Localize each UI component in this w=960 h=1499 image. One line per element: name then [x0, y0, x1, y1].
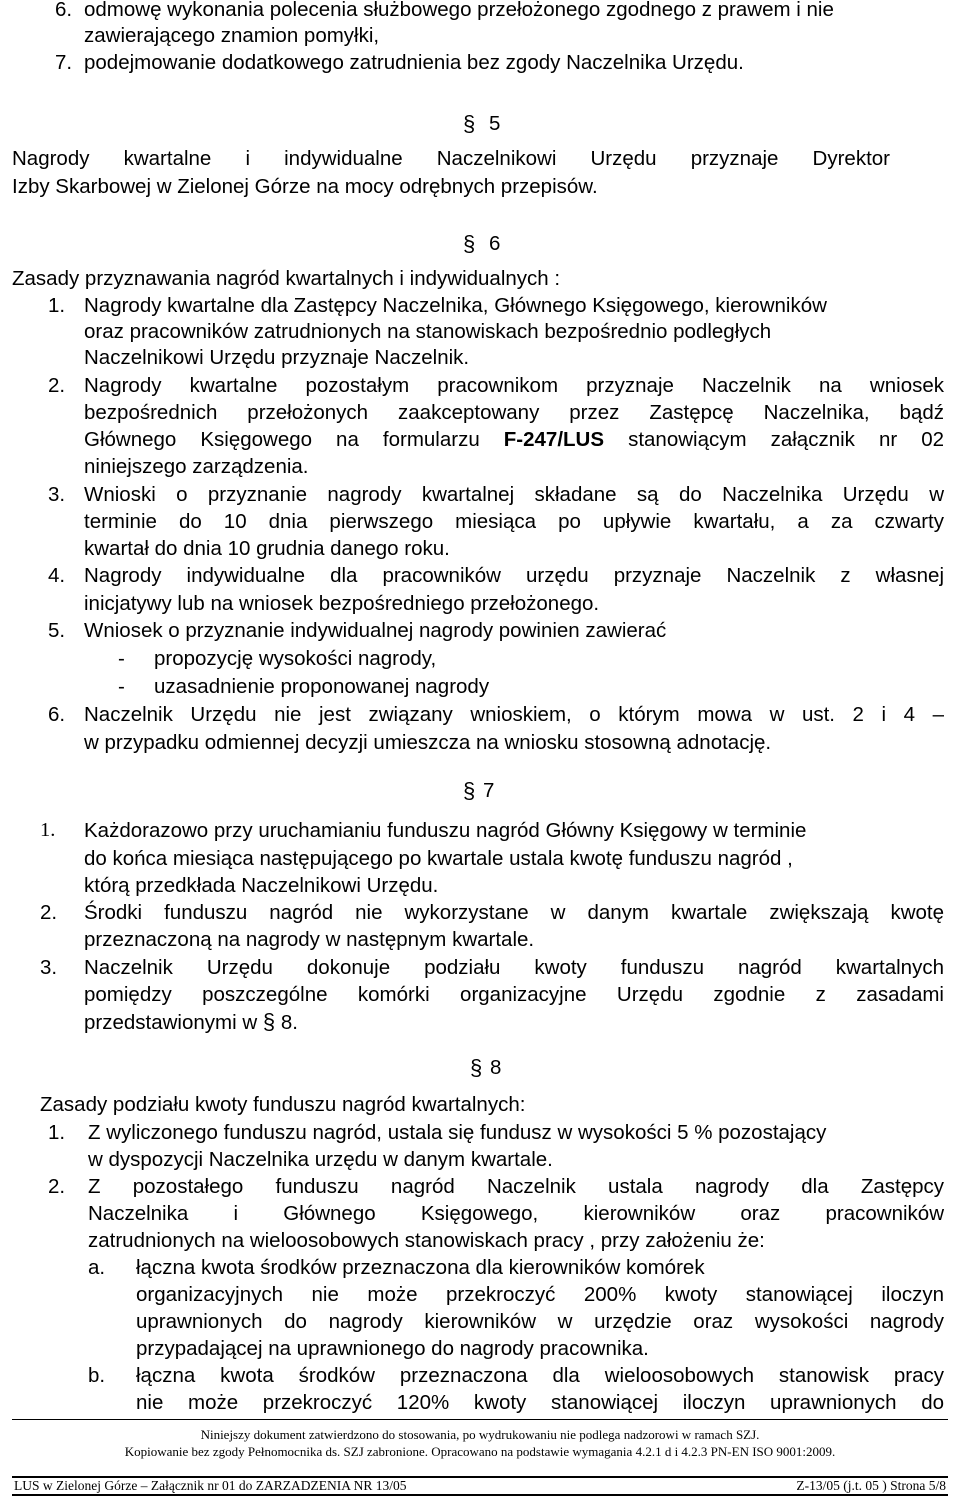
list-item-text: odmowę wykonania polecenia służbowego przełożonego zgodnego z prawem i nie	[84, 0, 834, 21]
list-number: 2.	[48, 374, 66, 397]
section-number: 8	[490, 1056, 502, 1079]
list-item-text: przeznaczoną na nagrody w następnym kwartale.	[84, 928, 535, 951]
list-number: 4.	[48, 564, 66, 587]
sublist-text: łączna kwota środków przeznaczona dla kierowników komórek	[136, 1256, 705, 1279]
sublist-letter: a.	[88, 1256, 106, 1279]
list-item-text: w dyspozycji Naczelnika urzędu w danym kwartale.	[88, 1148, 553, 1171]
list-item-text: inicjatywy lub na wniosek bezpośredniego przełożonego.	[84, 592, 600, 615]
list-item-text: kwartał do dnia 10 grudnia danego roku.	[84, 537, 450, 560]
sublist-text: nie może przekroczyć 120% kwoty stanowiącej iloczyn uprawnionych do	[136, 1391, 944, 1414]
list-number: 2.	[48, 1175, 66, 1198]
list-item-text	[84, 1008, 298, 1036]
list-number: 1.	[48, 1121, 66, 1144]
list-item-text: pomiędzy poszczególne komórki organizacyjne Urzędu zgodnie z zasadami	[84, 983, 944, 1006]
list-item-text: Każdorazowo przy uruchamianiu funduszu nagród Główny Księgowy w terminie	[84, 819, 807, 842]
list-item-text: Wniosek o przyznanie indywidualnej nagrody powinien zawierać	[84, 619, 667, 642]
text-run: stanowiącym załącznik nr 02	[628, 428, 945, 451]
list-number: 1.	[40, 819, 56, 841]
section-intro: Zasady podziału kwoty funduszu nagród kwartalnych:	[40, 1093, 526, 1116]
section-symbol: §	[262, 1009, 276, 1034]
list-item-text: bezpośrednich przełożonych zaakceptowany przez Zastępcę Naczelnika, bądź	[84, 401, 944, 424]
section-number: 6	[489, 232, 501, 255]
list-number: 3.	[48, 483, 66, 506]
paragraph-line: Nagrody kwartalne i indywidualne Naczelnikowi Urzędu przyznaje Dyrektor	[12, 147, 890, 170]
list-number: 6.	[55, 0, 73, 21]
list-item-text: Naczelnik Urzędu nie jest związany wnioskiem, o którym mowa w ust. 2 i 4 –	[84, 703, 944, 726]
list-item-text: podejmowanie dodatkowego zatrudnienia bez zgody Naczelnika Urzędu.	[84, 51, 744, 74]
dash-marker: -	[118, 675, 125, 698]
list-item-text: Naczelnik Urzędu dokonuje podziału kwoty funduszu nagród kwartalnych	[84, 956, 944, 979]
section-intro: Zasady przyznawania nagród kwartalnych i indywidualnych :	[12, 267, 561, 290]
footer-note: Niniejszy dokument zatwierdzono do stosowania, po wydrukowaniu nie podlega nadzorowi w ramach SZJ.	[200, 1427, 760, 1442]
list-item-text: Środki funduszu nagród nie wykorzystane w danym kwartale zwiększają kwotę	[84, 901, 944, 924]
dash-item-text: propozycję wysokości nagrody,	[154, 647, 437, 670]
list-item-text: zatrudnionych na wieloosobowych stanowiskach pracy , przy założeniu że:	[88, 1229, 765, 1252]
section-number: 5	[489, 112, 501, 135]
list-item-text: Nagrody indywidualne dla pracowników urzędu przyznaje Naczelnik z własnej	[84, 564, 944, 587]
list-item-text: Naczelnika i Głównego Księgowego, kierowników oraz pracowników	[88, 1202, 944, 1225]
sublist-text: łączna kwota środków przeznaczona dla wieloosobowych stanowisk pracy	[136, 1364, 944, 1387]
list-item-text: którą przedkłada Naczelnikowi Urzędu.	[84, 874, 439, 897]
sublist-text: uprawnionych do nagrody kierowników w urzędzie oraz wysokości nagrody	[136, 1310, 944, 1333]
form-code: F-247/LUS	[503, 428, 605, 451]
list-number: 7.	[55, 51, 73, 74]
list-number: 1.	[48, 294, 66, 317]
list-item-text	[84, 426, 944, 453]
dash-item-text: uzasadnienie proponowanej nagrody	[154, 675, 490, 698]
text-run: 8.	[280, 1011, 298, 1034]
list-item-text: Nagrody kwartalne dla Zastępcy Naczelnika, Głównego Księgowego, kierowników	[84, 294, 827, 317]
list-number: 2.	[40, 901, 58, 924]
list-item-text: Nagrody kwartalne pozostałym pracownikom przyznaje Naczelnik na wniosek	[84, 374, 944, 397]
section-symbol: §	[463, 231, 476, 256]
footer-note: Kopiowanie bez zgody Pełnomocnika ds. SZJ zabronione. Opracowano na podstawie wymagania 4.2.1 d i 4.2.3 PN-EN ISO 9001:2009.	[124, 1444, 836, 1459]
list-item-text: Naczelnikowi Urzędu przyznaje Naczelnik.	[84, 346, 470, 369]
list-number: 3.	[40, 956, 58, 979]
list-item-text: do końca miesiąca następującego po kwartale ustala kwotę funduszu nagród ,	[84, 847, 793, 870]
list-item-text: oraz pracowników zatrudnionych na stanowiskach bezpośrednio podległych	[84, 320, 772, 343]
section-symbol: §	[470, 1055, 483, 1080]
list-item-text: Wnioski o przyznanie nagrody kwartalnej składane są do Naczelnika Urzędu w	[84, 483, 944, 506]
section-number: 7	[483, 779, 495, 802]
section-symbol: §	[463, 111, 476, 136]
sublist-letter: b.	[88, 1364, 106, 1387]
sublist-text: przypadającej na uprawnionego do nagrody pracownika.	[136, 1337, 649, 1360]
section-symbol: §	[463, 778, 476, 803]
list-item-text: Z wyliczonego funduszu nagród, ustala się fundusz w wysokości 5 % pozostający	[88, 1121, 827, 1144]
text-run: przedstawionymi w	[84, 1011, 258, 1034]
list-item-text: terminie do 10 dnia pierwszego miesiąca po upływie kwartału, a za czwarty	[84, 510, 944, 533]
footer-rule	[12, 1419, 948, 1420]
list-item-text: niniejszego zarządzenia.	[84, 455, 309, 478]
footer-document-ref: LUS w Zielonej Górze – Załącznik nr 01 do ZARZADZENIA NR 13/05	[14, 1478, 407, 1493]
paragraph-line: Izby Skarbowej w Zielonej Górze na mocy odrębnych przepisów.	[12, 175, 598, 198]
list-item-text: zawierającego znamion pomyłki,	[84, 24, 380, 47]
text-run: Głównego Księgowego na formularzu	[84, 428, 480, 451]
footer-bar	[12, 1476, 948, 1496]
list-number: 6.	[48, 703, 66, 726]
footer-page-number: Z-13/05 (j.t. 05 ) Strona 5/8	[796, 1478, 946, 1493]
list-item-text: w przypadku odmiennej decyzji umieszcza na wniosku stosowną adnotację.	[84, 731, 772, 754]
sublist-text: organizacyjnych nie może przekroczyć 200% kwoty stanowiącej iloczyn	[136, 1283, 944, 1306]
dash-marker: -	[118, 647, 125, 670]
list-item-text: Z pozostałego funduszu nagród Naczelnik ustala nagrody dla Zastępcy	[88, 1175, 944, 1198]
list-number: 5.	[48, 619, 66, 642]
